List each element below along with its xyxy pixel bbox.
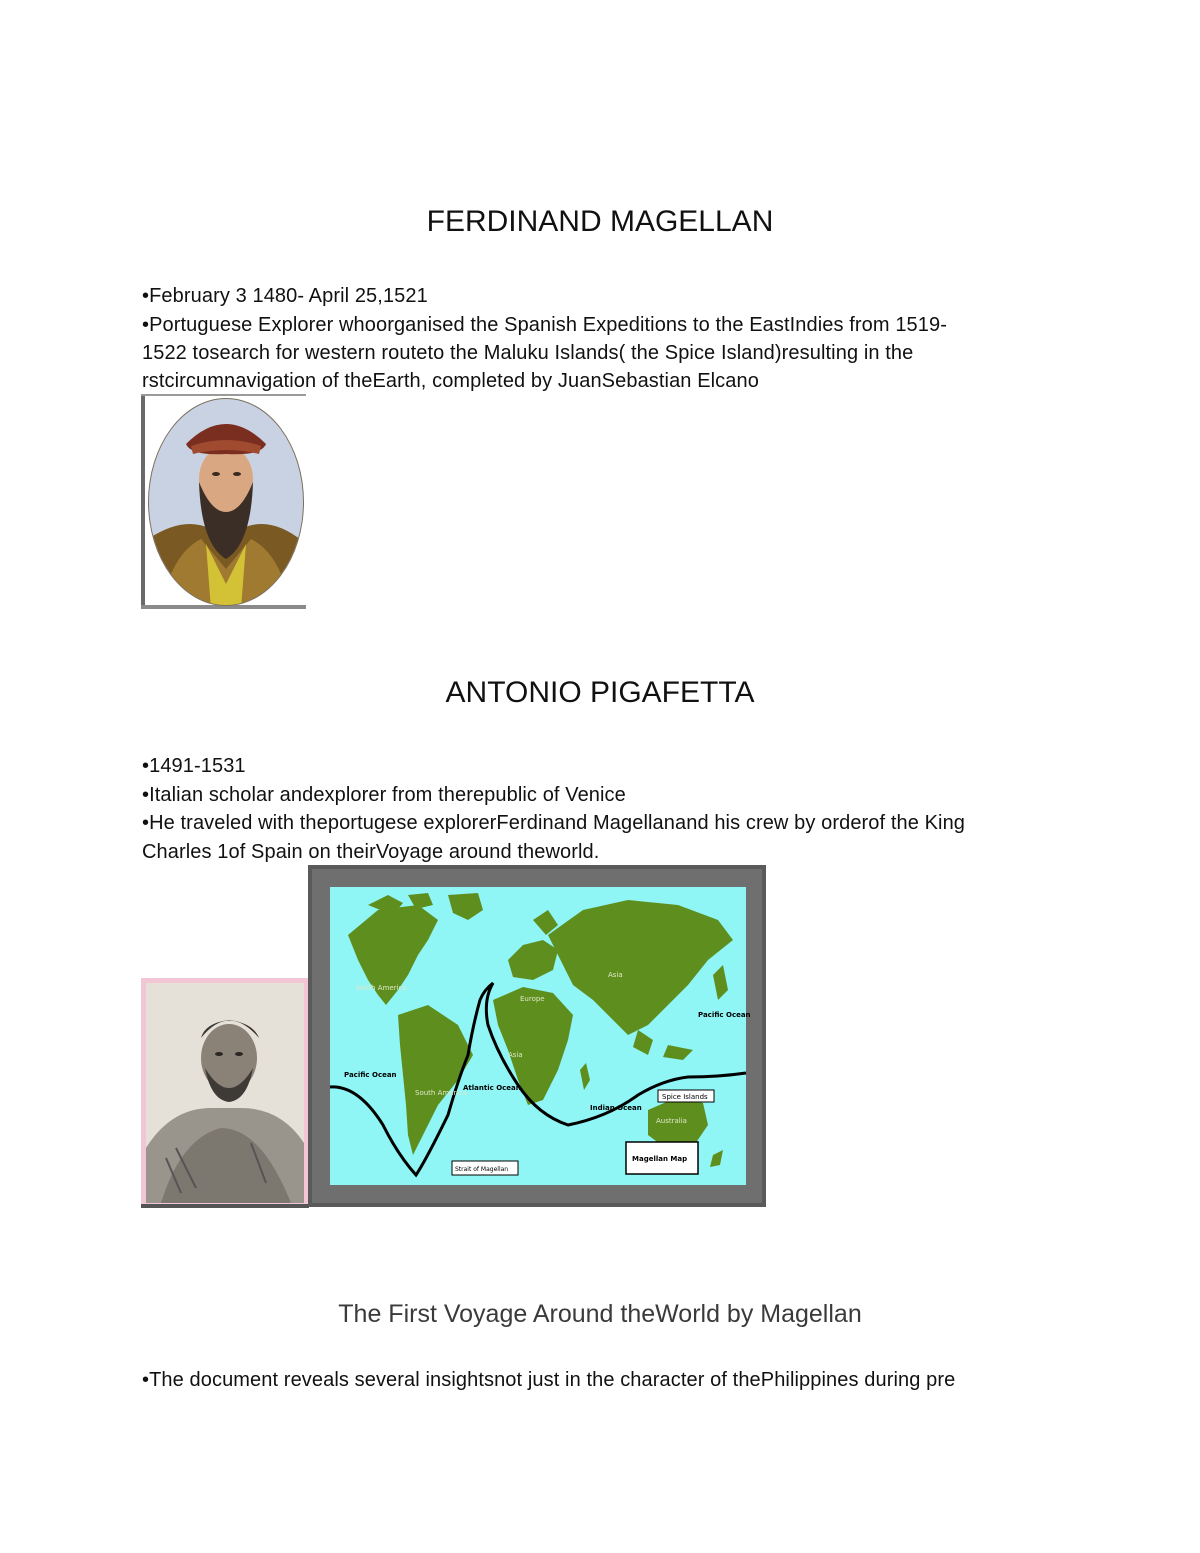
pigafetta-bio-line-1: •Italian scholar andexplorer from therepublic of Venice	[142, 784, 626, 806]
label-strait: Strait of Magellan	[455, 1166, 509, 1173]
label-pacific-west: Pacific Ocean	[344, 1071, 397, 1079]
label-asia: Asia	[608, 971, 623, 979]
label-indian: Indian Ocean	[590, 1104, 642, 1112]
pigafetta-dates: •1491-1531	[142, 755, 246, 777]
map-legend-title: Magellan Map	[632, 1155, 688, 1163]
pigafetta-bio-line-2: •He traveled with theportugese explorerFerdinand Magellanand his crew by orderof the King	[142, 812, 966, 834]
label-africa: Asia	[508, 1051, 523, 1059]
magellan-bio-line-2: 1522 tosearch for western routeto the Maluku Islands( the Spice Island)resulting in the	[142, 342, 914, 364]
label-europe: Europe	[520, 995, 545, 1003]
label-south-america: South America	[415, 1089, 467, 1097]
magellan-portrait-image	[141, 394, 306, 609]
label-pacific-east: Pacific Ocean	[698, 1011, 751, 1019]
heading-first-voyage: The First Voyage Around theWorld by Magellan	[338, 1300, 862, 1328]
magellan-dates: •February 3 1480- April 25,1521	[142, 285, 428, 307]
label-north-america: North America	[356, 984, 407, 992]
pigafetta-bio-line-3: Charles 1of Spain on theirVoyage around theworld.	[142, 841, 600, 863]
magellan-route-map	[308, 865, 766, 1207]
magellan-bio-line-3: rstcircumnavigation of theEarth, completed by JuanSebastian Elcano	[142, 370, 759, 392]
first-voyage-line-1: •The document reveals several insightsnot just in the character of thePhilippines during pre	[142, 1369, 956, 1391]
label-atlantic: Atlantic Ocean	[463, 1084, 521, 1092]
label-spice-islands: Spice Islands	[662, 1093, 708, 1101]
heading-pigafetta: ANTONIO PIGAFETTA	[445, 676, 755, 709]
heading-magellan: FERDINAND MAGELLAN	[426, 205, 774, 238]
label-australia: Australia	[656, 1117, 687, 1125]
magellan-bio-line-1: •Portuguese Explorer whoorganised the Spanish Expeditions to the EastIndies from 1519-	[142, 314, 947, 336]
pigafetta-portrait-image	[141, 978, 309, 1208]
